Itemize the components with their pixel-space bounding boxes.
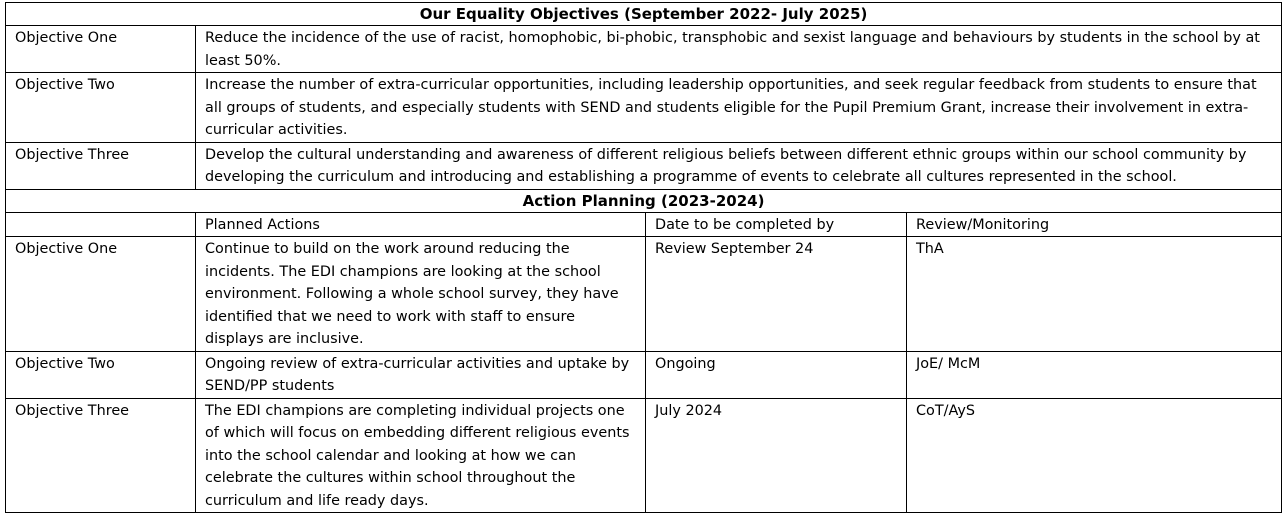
action-completion-date: Review September 24: [646, 237, 907, 352]
action-planned-actions: Ongoing review of extra-curricular activities and uptake by SEND/PP students: [196, 351, 646, 398]
objective-row: [6, 73, 1282, 143]
objective-row: [6, 26, 1282, 73]
equality-objectives-document: [5, 2, 1281, 513]
action-objective-label: Objective Two: [6, 351, 196, 398]
action-row: [6, 351, 1282, 398]
objectives-table: [5, 2, 1282, 513]
action-planned-actions: The EDI champions are completing individual projects one of which will focus on embedding different religious events into the school calendar and looking at how we can celebrate the cultures within school throughout the curriculum and life ready days.: [196, 398, 646, 513]
action-review-owner: JoE/ McM: [907, 351, 1282, 398]
objective-description: Increase the number of extra-curricular opportunities, including leadership opportunities, and seek regular feedback from students to ensure that all groups of students, and especially students with SEND and students eligible for the Pupil Premium Grant, increase their involvement in extra-curricular activities.: [196, 73, 1282, 143]
action-row: [6, 398, 1282, 513]
objective-description: Reduce the incidence of the use of racist, homophobic, bi-phobic, transphobic and sexist language and behaviours by students in the school by at least 50%.: [196, 26, 1282, 73]
objective-description: Develop the cultural understanding and awareness of different religious beliefs between different ethnic groups within our school community by developing the curriculum and introducing and establishing a programme of events to celebrate all cultures represented in the school.: [196, 142, 1282, 189]
action-objective-label: Objective One: [6, 237, 196, 352]
action-completion-date: July 2024: [646, 398, 907, 513]
action-planning-title: Action Planning (2023-2024): [6, 189, 1282, 212]
action-header-row: [6, 212, 1282, 237]
action-objective-label: Objective Three: [6, 398, 196, 513]
action-planning-title-row: [6, 189, 1282, 212]
header-review-monitoring: Review/Monitoring: [907, 212, 1282, 237]
equality-title-row: [6, 3, 1282, 26]
objective-label: Objective Three: [6, 142, 196, 189]
action-review-owner: CoT/AyS: [907, 398, 1282, 513]
header-date-to-be-completed: Date to be completed by: [646, 212, 907, 237]
objective-row: [6, 142, 1282, 189]
objective-label: Objective One: [6, 26, 196, 73]
action-review-owner: ThA: [907, 237, 1282, 352]
header-planned-actions: Planned Actions: [196, 212, 646, 237]
objective-label: Objective Two: [6, 73, 196, 143]
equality-objectives-title: Our Equality Objectives (September 2022- July 2025): [6, 3, 1282, 26]
action-planned-actions: Continue to build on the work around reducing the incidents. The EDI champions are looking at the school environment. Following a whole school survey, they have identified that we need to work with staff to ensure displays are inclusive.: [196, 237, 646, 352]
action-row: [6, 237, 1282, 352]
action-completion-date: Ongoing: [646, 351, 907, 398]
header-blank-cell: [6, 212, 196, 237]
